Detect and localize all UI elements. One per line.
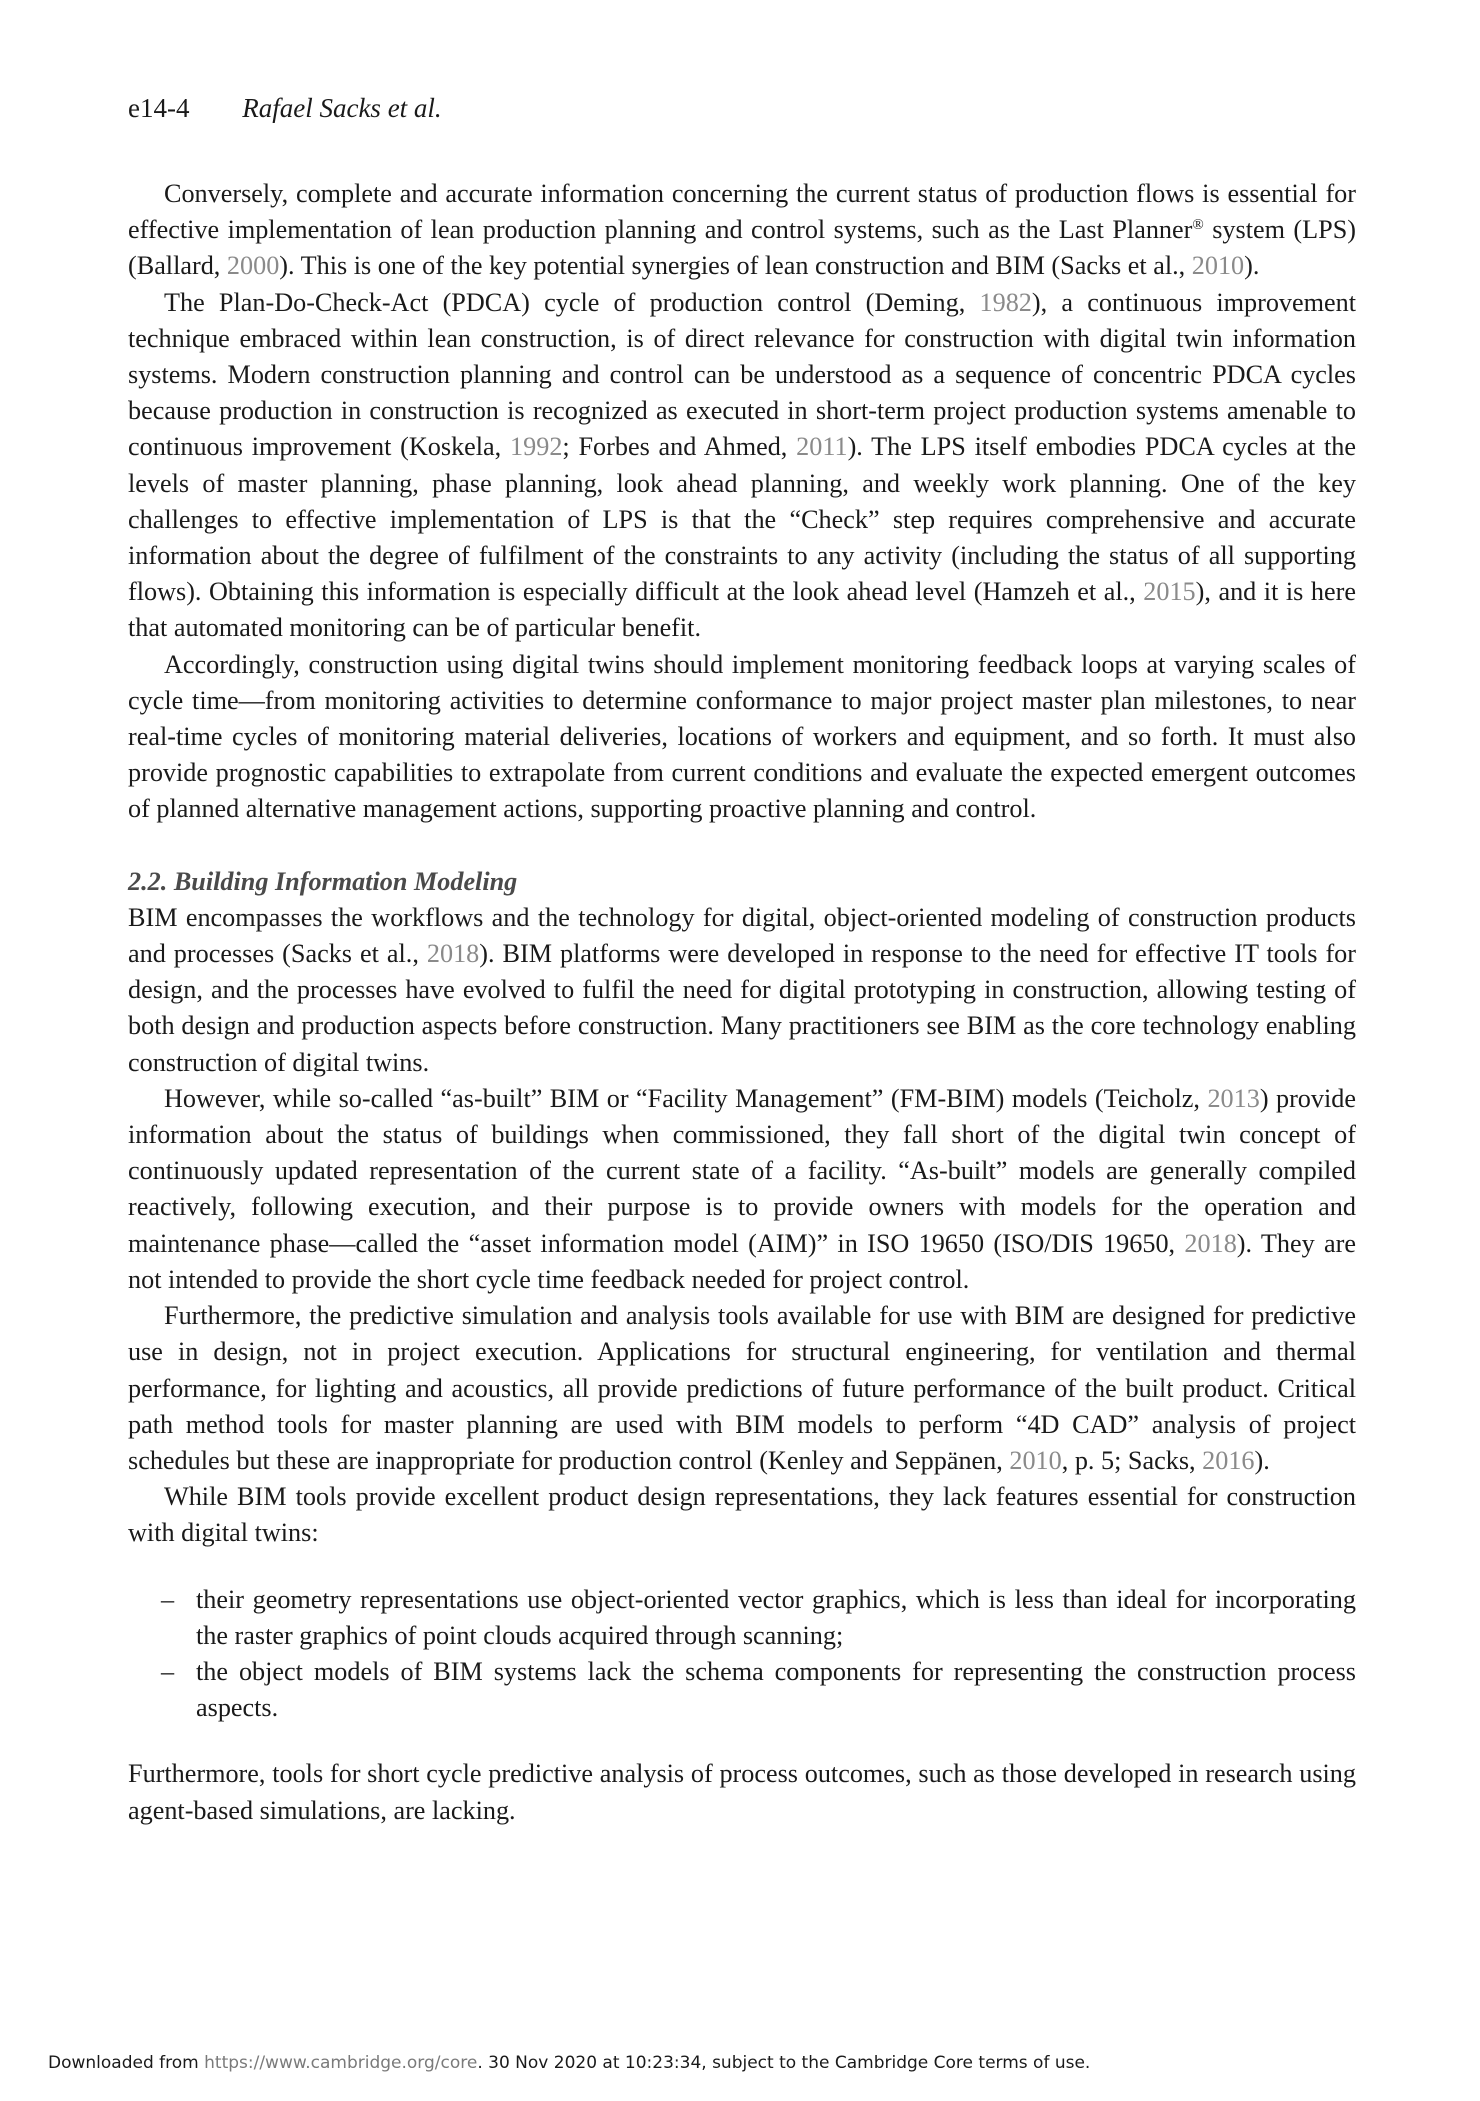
citation-link[interactable]: 2010: [1009, 1445, 1062, 1475]
citation-link[interactable]: 2015: [1143, 577, 1196, 607]
download-footer: Downloaded from https://www.cambridge.org/core. 30 Nov 2020 at 10:23:34, subject to the Cambridge Core terms of use.: [48, 2053, 1091, 2073]
paragraph-3: Accordingly, construction using digital twins should implement monitoring feedback loops at varying scales of cycle time—from monitoring activities to determine conformance to major project master plan milestones, to near real-time cycles of monitoring material deliveries, locations of workers and equipment, and so forth. It must also provide prognostic capabilities to extrapolate from current conditions and evaluate the expected emergent outcomes of planned alternative management actions, supporting proactive planning and control.: [128, 649, 1356, 824]
citation-link[interactable]: 2016: [1202, 1445, 1255, 1475]
paragraph-2: The Plan-Do-Check-Act (PDCA) cycle of production control (Deming, 1982), a continuous improvement technique embraced within lean construction, is of direct relevance for construction with digital twin information systems. Modern construction planning and control can be understood as a sequence of concentric PDCA cycles because production in construction is recognized as executed in short-term project production systems amenable to continuous improvement (Koskela, 1992; Forbes and Ahmed, 2011). The LPS itself embodies PDCA cycles at the levels of master planning, phase planning, look ahead planning, and weekly work planning. One of the key challenges to effective implementation of LPS is that the “Check” step requires comprehensive and accurate information about the degree of fulfilment of the constraints to any activity (including the status of all supporting flows). Obtaining this information is especially difficult at the look ahead level (Hamzeh et al., 2015), and it is here that automated monitoring can be of particular benefit.: [128, 287, 1356, 643]
dash-marker: –: [161, 1584, 175, 1614]
citation-link[interactable]: 2018: [1184, 1228, 1237, 1258]
paragraph-1: Conversely, complete and accurate information concerning the current status of production flows is essential for effective implementation of lean production planning and control systems, such as the Last Planner® system (LPS) (Ballard, 2000). This is one of the key potential synergies of lean construction and BIM (Sacks et al., 2010).: [128, 179, 1356, 281]
cambridge-core-link[interactable]: https://www.cambridge.org/core: [204, 2053, 478, 2073]
paragraph-5: However, while so-called “as-built” BIM or “Facility Management” (FM-BIM) models (Teicholz, 2013) provide information about the status of buildings when commissioned, they fall short of the digital twin concept of continuously updated representation of the current state of a facility. “As-built” models are generally compiled reactively, following execution, and their purpose is to provide owners with models for the operation and maintenance phase—called the “asset information model (AIM)” in ISO 19650 (ISO/DIS 19650, 2018). They are not intended to provide the short cycle time feedback needed for project control.: [128, 1083, 1356, 1294]
paragraph-4: BIM encompasses the workflows and the technology for digital, object-oriented modeling of construction products and processes (Sacks et al., 2018). BIM platforms were developed in response to the need for effective IT tools for design, and the processes have evolved to fulfil the need for digital prototyping in construction, allowing testing of both design and production aspects before construction. Many practitioners see BIM as the core technology enabling construction of digital twins.: [128, 902, 1356, 1077]
registered-mark: ®: [1192, 217, 1204, 234]
paragraph-7: While BIM tools provide excellent product design representations, they lack features essential for construction with digital twins:: [128, 1482, 1356, 1548]
citation-link[interactable]: 2011: [796, 432, 848, 462]
citation-link[interactable]: 1992: [510, 432, 563, 462]
running-header: [128, 92, 442, 124]
list-item: – the object models of BIM systems lack the schema components for representing the construction process aspects.: [128, 1654, 1356, 1726]
citation-link[interactable]: 1982: [979, 287, 1032, 317]
bullet-list: [128, 1582, 1356, 1727]
page-number: e14-4: [128, 93, 190, 123]
section-heading: 2.2. Building Information Modeling: [128, 866, 518, 896]
running-authors: Rafael Sacks et al.: [242, 93, 442, 123]
article-body: [128, 176, 1356, 1829]
paragraph-6: Furthermore, the predictive simulation and analysis tools available for use with BIM are designed for predictive use in design, not in project execution. Applications for structural engineering, for ventilation and thermal performance, for lighting and acoustics, all provide predictions of future performance of the built product. Critical path method tools for master planning are used with BIM models to perform “4D CAD” analysis of project schedules but these are inappropriate for production control (Kenley and Seppänen, 2010, p. 5; Sacks, 2016).: [128, 1301, 1356, 1475]
citation-link[interactable]: 2018: [426, 939, 480, 969]
citation-link[interactable]: 2013: [1207, 1083, 1260, 1113]
citation-link[interactable]: 2010: [1191, 251, 1245, 281]
dash-marker: –: [161, 1656, 175, 1686]
citation-link[interactable]: 2000: [226, 251, 280, 281]
paragraph-8: Furthermore, tools for short cycle predictive analysis of process outcomes, such as those developed in research using agent-based simulations, are lacking.: [128, 1759, 1356, 1825]
list-item: – their geometry representations use object-oriented vector graphics, which is less than ideal for incorporating the raster graphics of point clouds acquired through scanning;: [128, 1582, 1356, 1654]
